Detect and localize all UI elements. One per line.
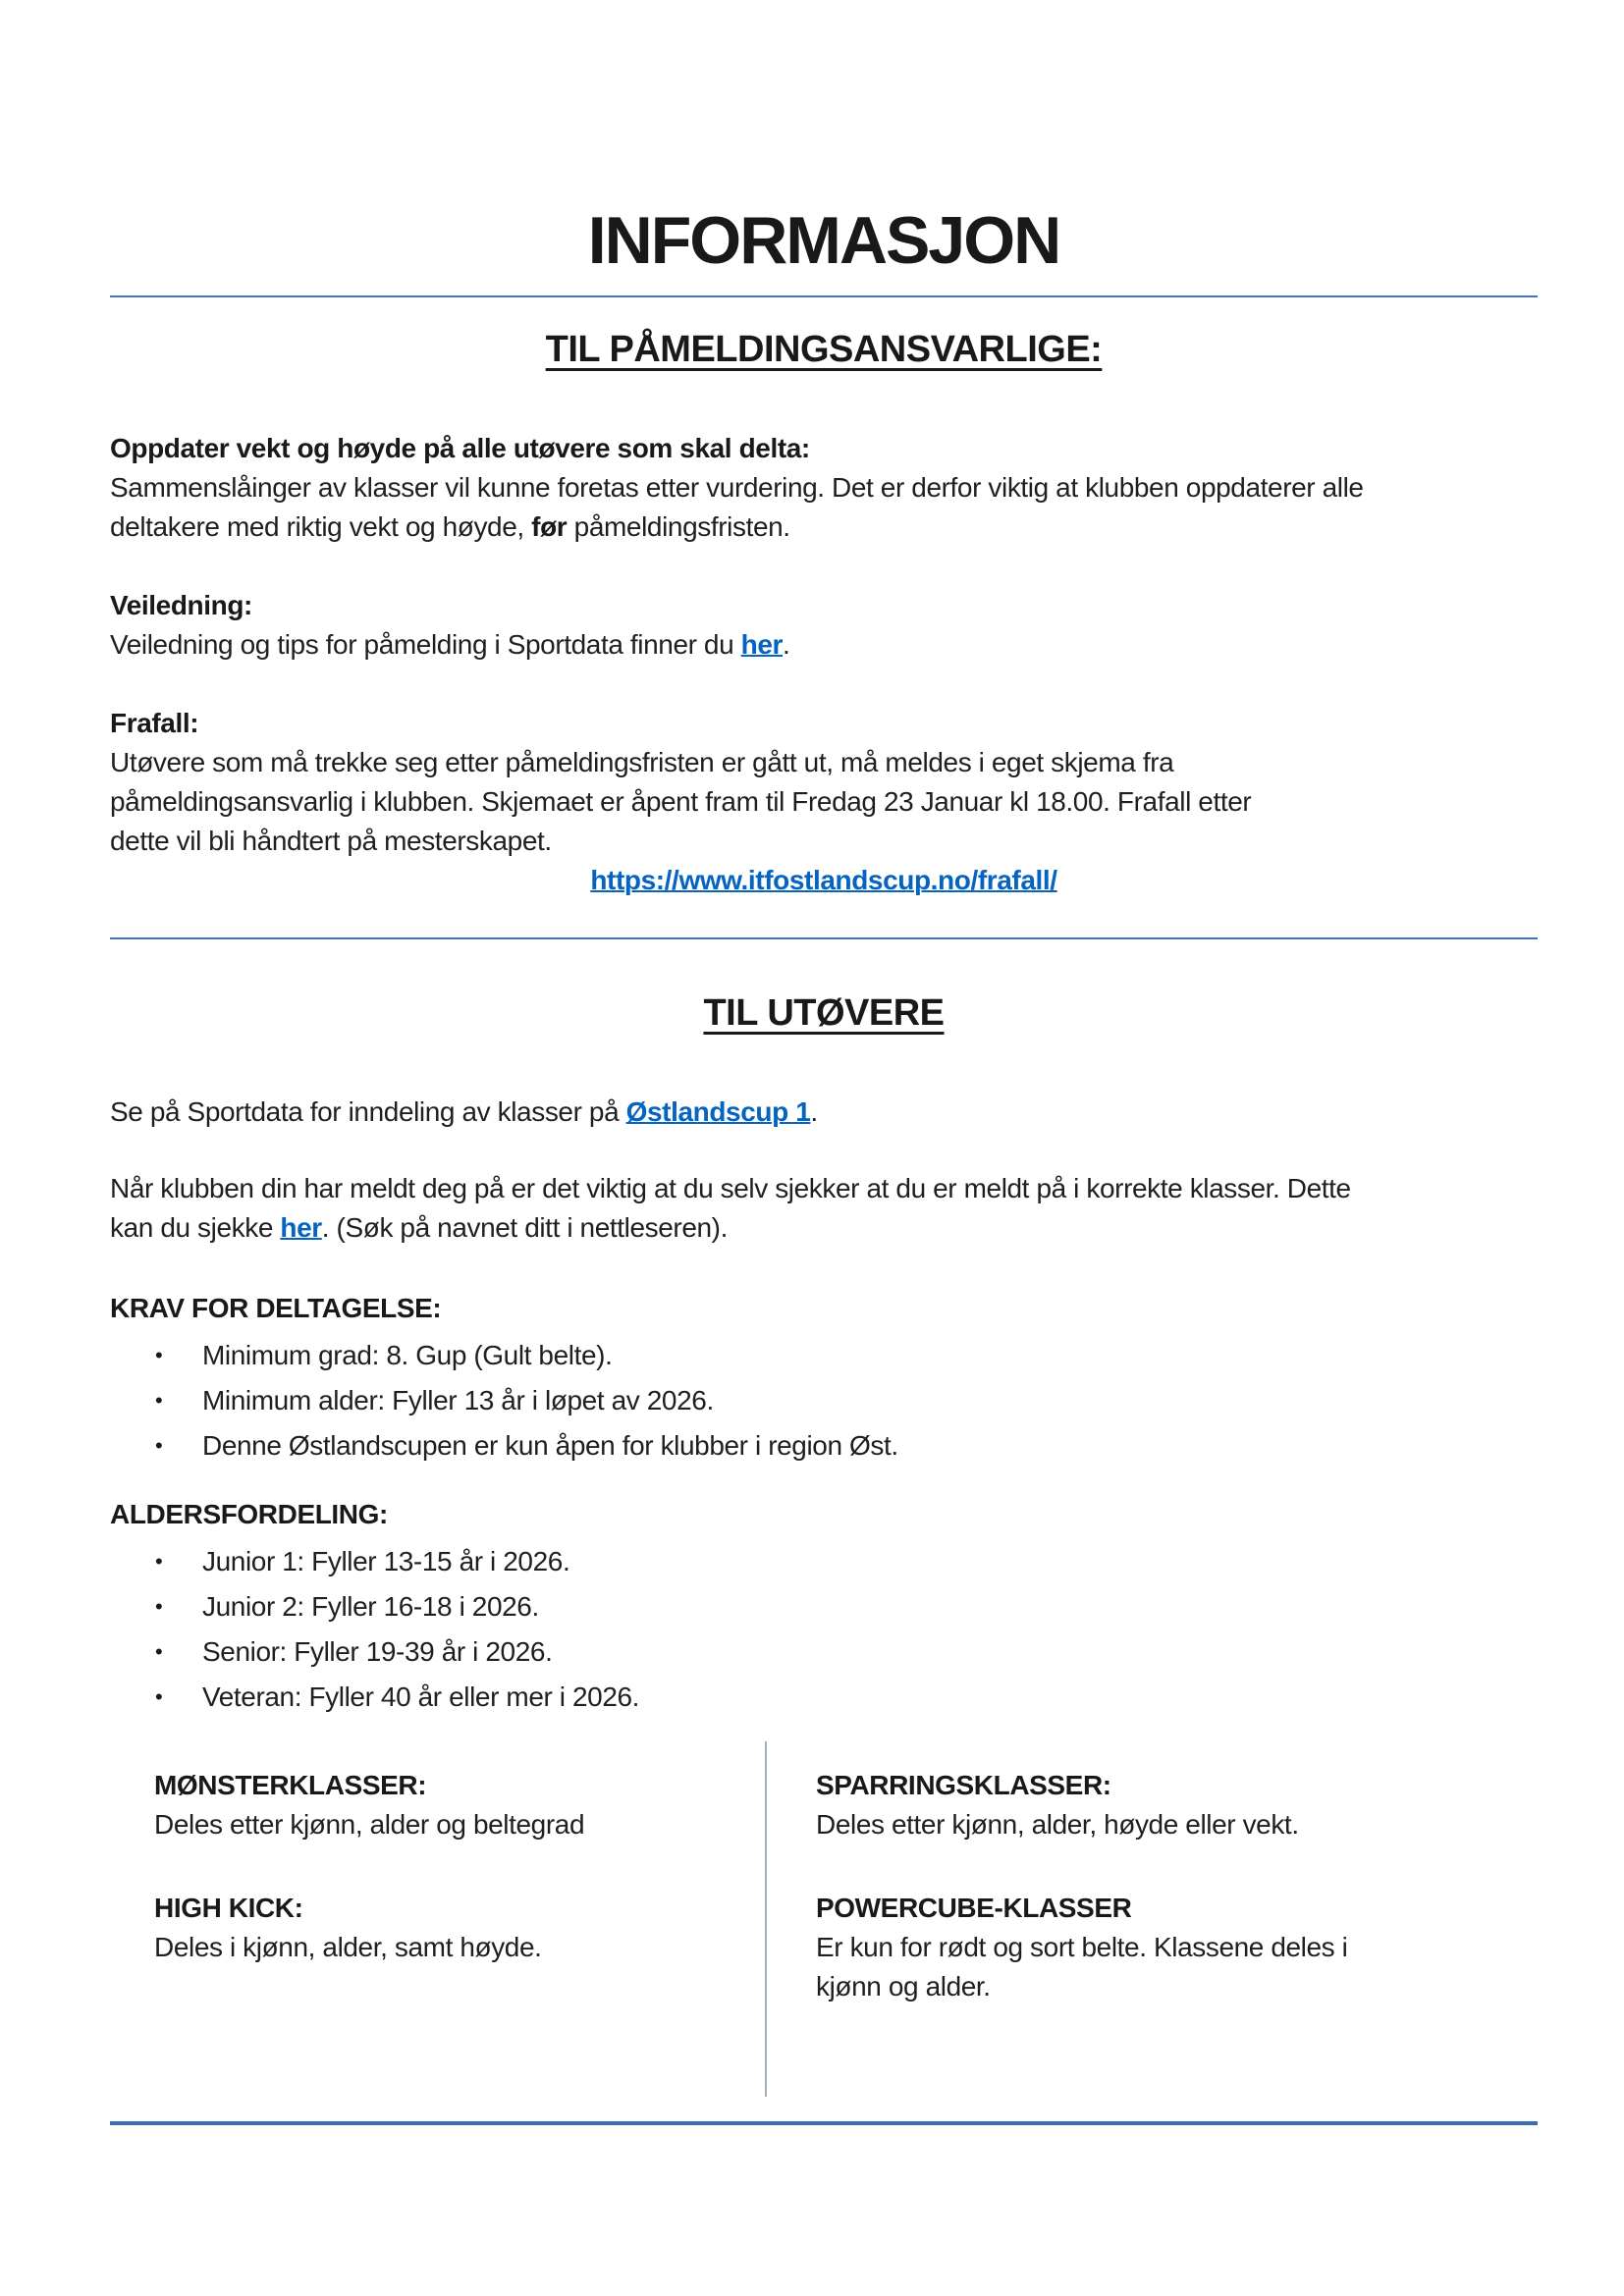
bullet-icon: • [155, 1594, 163, 1619]
section-divider-rule [110, 937, 1538, 939]
classes-text-pre: Se på Sportdata for inndeling av klasser på [110, 1096, 626, 1127]
classes-line [110, 1093, 1538, 1132]
column-right [767, 1741, 1538, 2097]
pattern-classes-text: Deles etter kjønn, alder og beltegrad [154, 1809, 585, 1840]
check-here-link[interactable]: her [280, 1212, 322, 1243]
check-line-1: Når klubben din har meldt deg på er det viktig at du selv sjekker at du er meldt på i korrekte klasser. Dette [110, 1173, 1351, 1203]
withdrawal-line-1: Utøvere som må trekke seg etter påmeldingsfristen er gått ut, må meldes i eget skjema fra [110, 747, 1174, 777]
update-weight-line-2-bold: før [531, 511, 568, 542]
list-item [110, 1381, 1538, 1420]
guide-text-pre: Veiledning og tips for påmelding i Sportdata finner du [110, 629, 741, 660]
list-item [110, 1542, 1538, 1581]
requirements-label: KRAV FOR DELTAGELSE: [110, 1293, 442, 1323]
pattern-classes-label: MØNSTERKLASSER: [154, 1770, 427, 1800]
update-weight-line-2 [110, 507, 1538, 547]
guide-here-link[interactable]: her [740, 629, 784, 660]
age-groups-list [110, 1542, 1538, 1717]
list-item [110, 1426, 1538, 1466]
age-groups-label: ALDERSFORDELING: [110, 1499, 388, 1529]
withdrawal-line-2: påmeldingsansvarlig i klubben. Skjemaet er åpent fram til Fredag 23 Januar kl 18.00. Frafall etter [110, 786, 1252, 817]
guide-label: Veiledning: [110, 590, 252, 620]
bullet-icon: • [155, 1343, 163, 1367]
update-weight-line-1: Sammenslåinger av klasser vil kunne foretas etter vurdering. Det er derfor viktig at klubben oppdaterer alle [110, 472, 1364, 503]
powercube-classes-text-line-2: kjønn og alder. [816, 1971, 991, 2002]
update-weight-label: Oppdater vekt og høyde på alle utøvere som skal delta: [110, 433, 810, 463]
sparring-classes-label: SPARRINGSKLASSER: [816, 1770, 1111, 1800]
withdrawal-link-line [110, 861, 1538, 900]
high-kick-text: Deles i kjønn, alder, samt høyde. [154, 1932, 542, 1962]
bullet-icon: • [155, 1684, 163, 1709]
powercube-classes-text-line-1: Er kun for rødt og sort belte. Klassene deles i [816, 1932, 1348, 1962]
document-content [0, 201, 1624, 2125]
update-weight-line-2-pre: deltakere med riktig vekt og høyde, [110, 511, 532, 542]
bullet-icon: • [155, 1639, 163, 1664]
age-group-text: Veteran: Fyller 40 år eller mer i 2026. [202, 1682, 640, 1712]
check-line-2 [110, 1208, 1538, 1248]
column-left [110, 1741, 767, 2097]
classes-text-post: . [810, 1096, 818, 1127]
requirements-list [110, 1336, 1538, 1466]
age-group-text: Junior 1: Fyller 13-15 år i 2026. [202, 1546, 570, 1576]
age-group-text: Senior: Fyller 19-39 år i 2026. [202, 1636, 553, 1667]
requirement-text: Denne Østlandscupen er kun åpen for klubber i region Øst. [202, 1430, 898, 1461]
bullet-icon: • [155, 1433, 163, 1458]
high-kick-label: HIGH KICK: [154, 1893, 303, 1923]
section-heading-registrars: TIL PÅMELDINGSANSVARLIGE: [545, 329, 1103, 370]
list-item [110, 1587, 1538, 1627]
powercube-classes-label: POWERCUBE-KLASSER [816, 1893, 1132, 1923]
section-heading-athletes: TIL UTØVERE [703, 992, 945, 1034]
sparring-classes-text: Deles etter kjønn, alder, høyde eller vekt. [816, 1809, 1299, 1840]
column-spacer [816, 1844, 1538, 1889]
list-item [110, 1632, 1538, 1672]
requirement-text: Minimum grad: 8. Gup (Gult belte). [202, 1340, 613, 1370]
ostlandscup-link[interactable]: Østlandscup 1 [625, 1096, 811, 1127]
guide-line [110, 625, 1538, 665]
update-weight-line-2-post: påmeldingsfristen. [567, 511, 790, 542]
bullet-icon: • [155, 1388, 163, 1413]
column-spacer [154, 1844, 745, 1889]
withdrawal-line-3: dette vil bli håndtert på mesterskapet. [110, 826, 552, 856]
requirement-text: Minimum alder: Fyller 13 år i løpet av 2026. [202, 1385, 714, 1415]
withdrawal-label: Frafall: [110, 708, 199, 738]
page-title: INFORMASJON [587, 203, 1060, 278]
check-line-2-pre: kan du sjekke [110, 1212, 281, 1243]
list-item [110, 1336, 1538, 1375]
list-item [110, 1678, 1538, 1717]
title-divider-rule [110, 295, 1538, 297]
withdrawal-url-link[interactable]: https://www.itfostlandscup.no/frafall/ [590, 865, 1057, 895]
class-info-columns [110, 1741, 1538, 2097]
guide-text-post: . [783, 629, 790, 660]
age-group-text: Junior 2: Fyller 16-18 i 2026. [202, 1591, 539, 1622]
check-line-2-post: . (Søk på navnet ditt i nettleseren). [321, 1212, 728, 1243]
bullet-icon: • [155, 1549, 163, 1574]
bottom-divider-rule [110, 2121, 1538, 2125]
